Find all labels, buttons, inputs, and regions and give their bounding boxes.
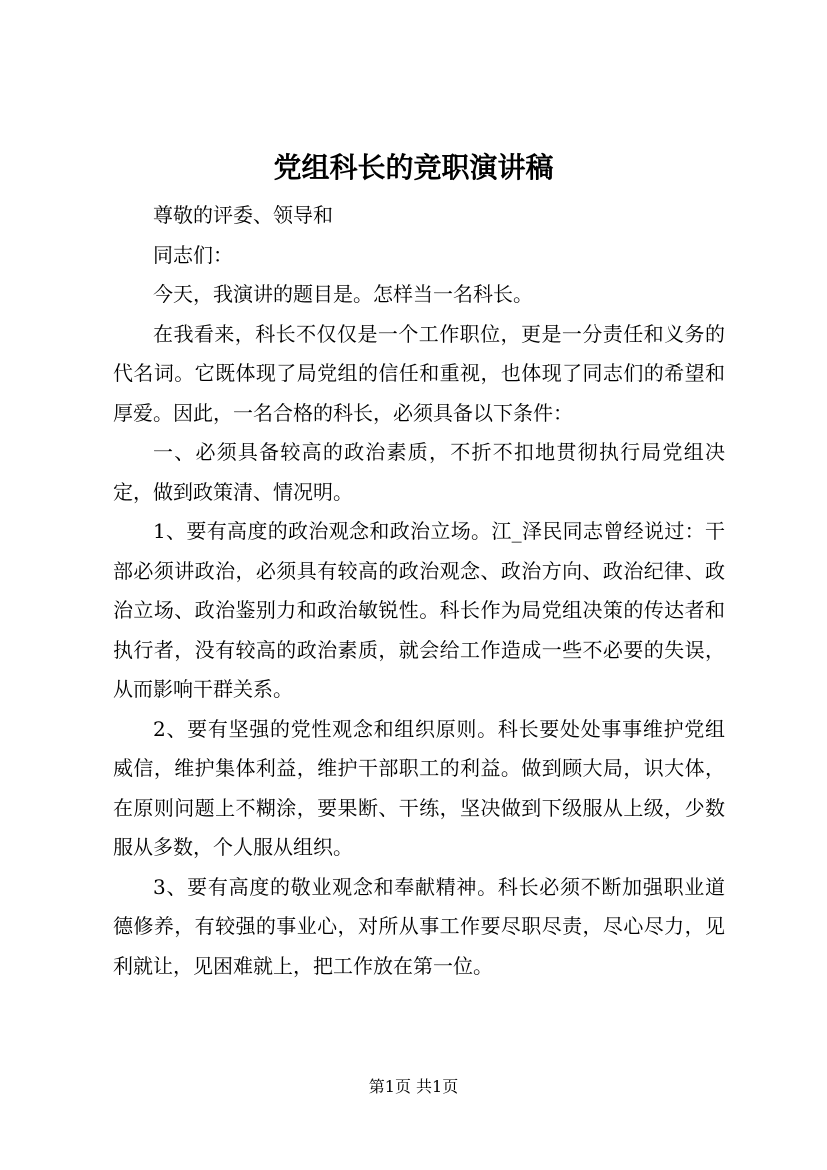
salutation-line-1: 尊敬的评委、领导和 [153,203,333,227]
body-paragraph: 一、必须具备较高的政治素质，不折不扣地贯彻执行局党组决定，做到政策清、情况明。 [113,440,725,504]
body-paragraph: 今天，我演讲的题目是。怎样当一名科长。 [153,282,533,306]
page-footer: 第1页 共1页 [368,1077,459,1096]
document-title: 党组科长的竞职演讲稿 [273,151,554,184]
document-body [113,196,725,986]
body-paragraph: 3、要有高度的敬业观念和奉献精神。科长必须不断加强职业道德修养，有较强的事业心，对所从事工作要尽职尽责，尽心尽力，见利就让，见困难就上，把工作放在第一位。 [113,874,725,978]
body-paragraph: 1、要有高度的政治观念和政治立场。江_泽民同志曾经说过：干部必须讲政治，必须具有较高的政治观念、政治方向、政治纪律、政治立场、政治鉴别力和政治敏锐性。科长作为局党组决策的传达者和执行者，没有较高的政治素质，就会给工作造成一些不必要的失误，从而影响干群关系。 [113,519,725,701]
body-paragraph: 2、要有坚强的党性观念和组织原则。科长要处处事事维护党组威信，维护集体利益，维护干部职工的利益。做到顾大局，识大体，在原则问题上不糊涂，要果断、干练，坚决做到下级服从上级，少数服从多数，个人服从组织。 [113,716,725,859]
body-paragraph: 在我看来，科长不仅仅是一个工作职位，更是一分责任和义务的代名词。它既体现了局党组的信任和重视，也体现了同志们的希望和厚爱。因此，一名合格的科长，必须具备以下条件： [113,321,725,425]
salutation-line-2: 同志们： [153,242,233,267]
